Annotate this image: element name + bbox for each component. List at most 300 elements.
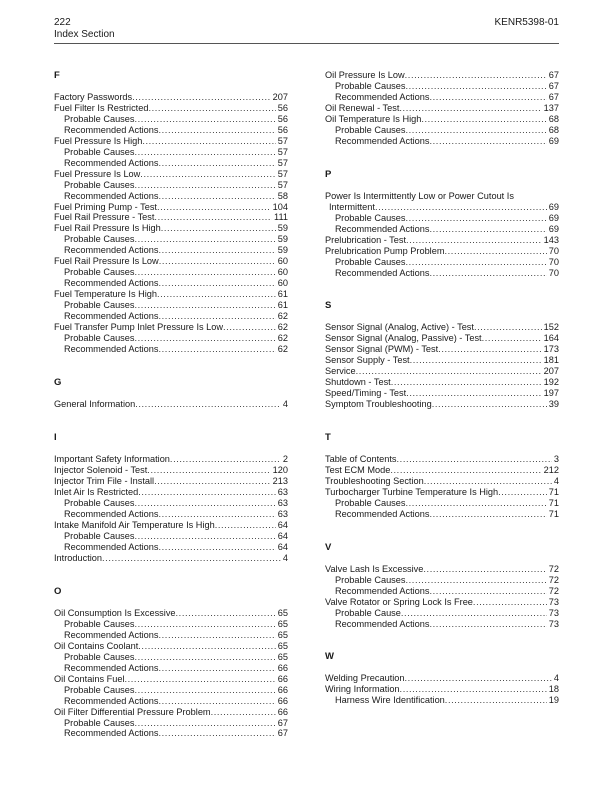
index-entry[interactable]	[325, 465, 559, 476]
index-entry[interactable]	[325, 476, 559, 487]
entry-label: Introduction	[54, 553, 103, 563]
entry-label: Prelubrication Pump Problem	[325, 246, 445, 256]
entry-page-number: 62	[277, 333, 288, 343]
dot-leader	[134, 498, 275, 509]
index-entry[interactable]	[54, 136, 288, 147]
entry-label: Recommended Actions	[64, 278, 159, 288]
entry-label: Valve Lash Is Excessive	[325, 564, 424, 574]
entry-page-number: 71	[548, 509, 559, 519]
index-entry[interactable]	[54, 674, 288, 685]
index-subentry[interactable]	[335, 575, 559, 586]
dot-leader	[142, 136, 275, 147]
document-id: KENR5398-01	[494, 17, 559, 28]
entry-label: Sensor Supply - Test	[325, 355, 410, 365]
entry-page-number: 61	[277, 289, 288, 299]
index-entry[interactable]	[325, 366, 559, 377]
entry-label: Symptom Troubleshooting	[325, 399, 432, 409]
entry-page-number: 60	[277, 267, 288, 277]
index-entry[interactable]	[54, 169, 288, 180]
entry-label: Probable Causes	[64, 531, 135, 541]
dot-leader	[405, 673, 552, 684]
entry-page-number: 39	[548, 399, 559, 409]
section-letter-s: S	[325, 300, 332, 311]
index-subentry[interactable]	[64, 245, 288, 256]
entry-label: Recommended Actions	[64, 344, 159, 354]
index-subentry[interactable]	[64, 728, 288, 739]
entry-page-number: 69	[548, 202, 559, 212]
dot-leader	[157, 289, 276, 300]
entry-label: Recommended Actions	[64, 542, 159, 552]
section-letter-w: W	[325, 651, 334, 662]
dot-leader	[154, 212, 272, 223]
entry-page-number: 60	[277, 278, 288, 288]
entry-page-number: 72	[548, 564, 559, 574]
entry-label: Recommended Actions	[64, 125, 159, 135]
entry-label: Sensor Signal (Analog, Passive) - Test	[325, 333, 482, 343]
index-subentry[interactable]	[64, 333, 288, 344]
entry-label: Table of Contents	[325, 454, 397, 464]
entry-page-number: 73	[548, 608, 559, 618]
index-entry[interactable]	[54, 553, 288, 564]
entry-label: Recommended Actions	[64, 245, 159, 255]
page-number: 222	[54, 17, 71, 28]
entry-label: Intake Manifold Air Temperature Is High	[54, 520, 215, 530]
dot-leader	[445, 246, 547, 257]
entry-label: Valve Rotator or Spring Lock Is Free	[325, 597, 473, 607]
index-subentry[interactable]	[335, 619, 559, 630]
entry-label: Injector Trim File - Install	[54, 476, 155, 486]
index-subentry[interactable]	[64, 158, 288, 169]
dot-leader	[158, 728, 275, 739]
entry-page-number: 58	[277, 191, 288, 201]
entry-page-number: 4	[553, 673, 559, 683]
dot-leader	[223, 322, 276, 333]
index-entry[interactable]	[325, 103, 559, 114]
index-entry[interactable]	[325, 388, 559, 399]
index-entry[interactable]	[54, 520, 288, 531]
index-entry[interactable]	[54, 256, 288, 267]
dot-leader	[429, 268, 546, 279]
entry-label: Oil Pressure Is Low	[325, 70, 405, 80]
index-subentry[interactable]	[335, 586, 559, 597]
entry-label: Prelubrication - Test	[325, 235, 407, 245]
dot-leader	[406, 235, 542, 246]
index-subentry[interactable]	[64, 125, 288, 136]
dot-leader	[154, 476, 271, 487]
entry-label: Recommended Actions	[335, 92, 430, 102]
index-subentry[interactable]	[64, 267, 288, 278]
entry-page-number: 67	[548, 70, 559, 80]
entry-label: Oil Contains Fuel	[54, 674, 125, 684]
section-letter-t: T	[325, 432, 331, 443]
section-letter-f: F	[54, 70, 60, 81]
entry-label: Probable Causes	[64, 300, 135, 310]
dot-leader	[158, 191, 275, 202]
entry-page-number: 57	[277, 147, 288, 157]
entry-label: Probable Causes	[64, 685, 135, 695]
section-letter-v: V	[325, 542, 332, 553]
entry-label: Probable Causes	[64, 180, 135, 190]
entry-label: Probable Causes	[64, 498, 135, 508]
index-entry[interactable]	[325, 684, 559, 695]
entry-page-number: 66	[277, 707, 288, 717]
entry-label: Inlet Air Is Restricted	[54, 487, 139, 497]
dot-leader	[134, 147, 275, 158]
index-subentry[interactable]	[335, 213, 559, 224]
dot-leader	[405, 498, 546, 509]
dot-leader	[429, 224, 546, 235]
dot-leader	[215, 520, 276, 531]
dot-leader	[356, 366, 542, 377]
dot-leader	[170, 454, 281, 465]
entry-label: Probable Causes	[64, 147, 135, 157]
entry-label: Recommended Actions	[64, 191, 159, 201]
dot-leader	[134, 267, 275, 278]
dot-leader	[158, 344, 275, 355]
index-subentry[interactable]	[64, 147, 288, 158]
entry-page-number: 69	[548, 213, 559, 223]
entry-page-number: 67	[277, 718, 288, 728]
entry-page-number: 69	[548, 224, 559, 234]
index-entry[interactable]	[54, 641, 288, 652]
index-subentry[interactable]	[64, 630, 288, 641]
index-entry[interactable]	[325, 322, 559, 333]
index-entry[interactable]	[325, 333, 559, 344]
entry-label: Probable Causes	[335, 498, 406, 508]
index-entry[interactable]	[325, 246, 559, 257]
entry-label: Probable Causes	[64, 619, 135, 629]
index-entry[interactable]	[54, 322, 288, 333]
entry-page-number: 62	[277, 311, 288, 321]
entry-page-number: 152	[543, 322, 559, 332]
dot-leader	[429, 586, 546, 597]
index-subentry[interactable]	[335, 268, 559, 279]
entry-page-number: 63	[277, 498, 288, 508]
index-entry[interactable]	[54, 399, 288, 410]
dot-leader	[405, 125, 546, 136]
entry-label: Recommended Actions	[335, 224, 430, 234]
entry-label: Test ECM Mode	[325, 465, 391, 475]
dot-leader	[134, 300, 275, 311]
index-subentry[interactable]	[335, 136, 559, 147]
dot-leader	[405, 257, 546, 268]
dot-leader	[423, 564, 546, 575]
entry-page-number: 72	[548, 575, 559, 585]
dot-leader	[432, 399, 547, 410]
entry-label: Fuel Pressure Is Low	[54, 169, 141, 179]
index-subentry[interactable]	[335, 608, 559, 619]
section-letter-i: I	[54, 432, 57, 443]
dot-leader	[400, 684, 547, 695]
entry-page-number: 4	[282, 399, 288, 409]
dot-leader	[410, 355, 542, 366]
entry-label: Recommended Actions	[335, 268, 430, 278]
index-subentry[interactable]	[64, 311, 288, 322]
entry-page-number: 70	[548, 246, 559, 256]
entry-page-number: 66	[277, 663, 288, 673]
index-subentry[interactable]	[335, 498, 559, 509]
index-subentry[interactable]	[64, 663, 288, 674]
dot-leader	[399, 103, 541, 114]
index-entry[interactable]	[54, 223, 288, 234]
section-title: Index Section	[54, 29, 115, 40]
entry-label: Probable Causes	[64, 718, 135, 728]
dot-leader	[375, 202, 547, 213]
index-entry[interactable]	[325, 114, 559, 125]
entry-label: Probable Causes	[335, 257, 406, 267]
index-subentry[interactable]	[335, 257, 559, 268]
index-subentry[interactable]	[64, 114, 288, 125]
index-subentry[interactable]	[64, 498, 288, 509]
entry-page-number: 65	[277, 608, 288, 618]
entry-page-number: 65	[277, 630, 288, 640]
index-entry[interactable]	[54, 212, 288, 223]
entry-page-number: 73	[548, 619, 559, 629]
index-entry[interactable]	[325, 597, 559, 608]
dot-leader	[140, 169, 275, 180]
entry-page-number: 56	[277, 125, 288, 135]
entry-label: Recommended Actions	[335, 136, 430, 146]
entry-page-number: 66	[277, 696, 288, 706]
index-subentry[interactable]	[335, 695, 559, 706]
entry-page-number: 70	[548, 268, 559, 278]
index-entry[interactable]	[325, 564, 559, 575]
dot-leader	[134, 180, 275, 191]
entry-page-number: 56	[277, 103, 288, 113]
entry-page-number: 173	[543, 344, 559, 354]
section-letter-g: G	[54, 377, 62, 388]
entry-page-number: 67	[548, 81, 559, 91]
dot-leader	[138, 487, 276, 498]
index-subentry[interactable]	[335, 224, 559, 235]
dot-leader	[134, 685, 275, 696]
entry-label: Recommended Actions	[335, 586, 430, 596]
entry-label: Probable Causes	[335, 575, 406, 585]
index-entry-wrapped-line[interactable]: Power Is Intermittently Low or Power Cutout Is	[325, 191, 514, 201]
dot-leader	[405, 70, 547, 81]
index-entry[interactable]	[325, 399, 559, 410]
entry-label: Probable Causes	[64, 114, 135, 124]
entry-page-number: 137	[543, 103, 559, 113]
entry-page-number: 71	[548, 487, 559, 497]
dot-leader	[147, 465, 270, 476]
index-entry[interactable]	[325, 673, 559, 684]
entry-page-number: 143	[543, 235, 559, 245]
entry-page-number: 72	[548, 586, 559, 596]
index-subentry[interactable]	[64, 509, 288, 520]
entry-label: Injector Solenoid - Test	[54, 465, 148, 475]
dot-leader	[401, 608, 547, 619]
entry-page-number: 57	[277, 158, 288, 168]
dot-leader	[158, 509, 275, 520]
entry-page-number: 207	[543, 366, 559, 376]
dot-leader	[134, 234, 275, 245]
entry-label: Oil Consumption Is Excessive	[54, 608, 176, 618]
dot-leader	[473, 597, 547, 608]
index-subentry[interactable]	[64, 685, 288, 696]
entry-label: Fuel Rail Pressure - Test	[54, 212, 155, 222]
entry-label: Recommended Actions	[335, 619, 430, 629]
entry-page-number: 60	[277, 256, 288, 266]
dot-leader	[138, 641, 276, 652]
entry-page-number: 192	[543, 377, 559, 387]
entry-page-number: 181	[543, 355, 559, 365]
dot-leader	[438, 344, 541, 355]
entry-page-number: 68	[548, 114, 559, 124]
index-subentry[interactable]	[64, 344, 288, 355]
index-entry[interactable]	[329, 202, 559, 213]
index-subentry[interactable]	[64, 191, 288, 202]
entry-label: Recommended Actions	[64, 630, 159, 640]
index-entry[interactable]	[54, 92, 288, 103]
entry-label: Probable Cause	[335, 608, 401, 618]
entry-label: Factory Passwords	[54, 92, 133, 102]
entry-page-number: 65	[277, 619, 288, 629]
index-subentry[interactable]	[64, 278, 288, 289]
index-subentry[interactable]	[335, 81, 559, 92]
index-subentry[interactable]	[64, 619, 288, 630]
index-entry[interactable]	[54, 608, 288, 619]
entry-page-number: 73	[548, 597, 559, 607]
index-subentry[interactable]	[335, 509, 559, 520]
entry-label: Probable Causes	[335, 213, 406, 223]
index-entry[interactable]	[325, 487, 559, 498]
entry-label: Probable Causes	[64, 652, 135, 662]
entry-label: Probable Causes	[64, 267, 135, 277]
entry-page-number: 62	[277, 322, 288, 332]
dot-leader	[135, 399, 281, 410]
entry-page-number: 164	[543, 333, 559, 343]
entry-page-number: 63	[277, 487, 288, 497]
entry-page-number: 69	[548, 136, 559, 146]
entry-label: Oil Filter Differential Pressure Problem	[54, 707, 211, 717]
page-header-left	[54, 17, 115, 41]
index-entry[interactable]	[325, 70, 559, 81]
dot-leader	[421, 114, 546, 125]
entry-page-number: 70	[548, 257, 559, 267]
dot-leader	[498, 487, 547, 498]
entry-page-number: 68	[548, 125, 559, 135]
dot-leader	[148, 103, 275, 114]
entry-page-number: 67	[548, 92, 559, 102]
dot-leader	[391, 377, 542, 388]
entry-label: Probable Causes	[64, 234, 135, 244]
entry-page-number: 57	[277, 136, 288, 146]
index-subentry[interactable]	[64, 300, 288, 311]
entry-page-number: 62	[277, 344, 288, 354]
entry-page-number: 66	[277, 674, 288, 684]
entry-label: Probable Causes	[335, 81, 406, 91]
dot-leader	[134, 619, 275, 630]
index-subentry[interactable]	[64, 696, 288, 707]
entry-label: Fuel Filter Is Restricted	[54, 103, 149, 113]
dot-leader	[158, 278, 275, 289]
index-entry[interactable]	[54, 289, 288, 300]
dot-leader	[159, 256, 276, 267]
index-entry[interactable]	[54, 465, 288, 476]
index-entry[interactable]	[54, 103, 288, 114]
dot-leader	[429, 509, 546, 520]
entry-label: Recommended Actions	[64, 509, 159, 519]
index-entry[interactable]	[325, 344, 559, 355]
entry-page-number: 59	[277, 234, 288, 244]
index-subentry[interactable]	[64, 542, 288, 553]
entry-page-number: 66	[277, 685, 288, 695]
index-entry[interactable]	[325, 454, 559, 465]
entry-page-number: 65	[277, 652, 288, 662]
dot-leader	[474, 322, 542, 333]
dot-leader	[424, 476, 552, 487]
entry-page-number: 59	[277, 223, 288, 233]
entry-page-number: 4	[553, 476, 559, 486]
dot-leader	[405, 575, 546, 586]
entry-page-number: 18	[548, 684, 559, 694]
entry-label: Turbocharger Turbine Temperature Is High	[325, 487, 499, 497]
entry-label: Speed/Timing - Test	[325, 388, 407, 398]
dot-leader	[134, 652, 275, 663]
entry-page-number: 3	[553, 454, 559, 464]
entry-label: Welding Precaution	[325, 673, 405, 683]
entry-page-number: 213	[272, 476, 288, 486]
entry-label: Recommended Actions	[64, 663, 159, 673]
entry-label: Troubleshooting Section	[325, 476, 424, 486]
index-subentry[interactable]	[64, 234, 288, 245]
dot-leader	[211, 707, 276, 718]
dot-leader	[482, 333, 542, 344]
index-entry[interactable]	[54, 487, 288, 498]
index-entry[interactable]	[325, 355, 559, 366]
entry-label: General Information	[54, 399, 136, 409]
dot-leader	[429, 136, 546, 147]
dot-leader	[134, 114, 275, 125]
index-subentry[interactable]	[64, 652, 288, 663]
dot-leader	[158, 542, 275, 553]
entry-page-number: 71	[548, 498, 559, 508]
entry-label: Probable Causes	[64, 333, 135, 343]
entry-label: Sensor Signal (PWM) - Test	[325, 344, 439, 354]
entry-label: Service	[325, 366, 356, 376]
dot-leader	[390, 465, 541, 476]
entry-label: Harness Wire Identification	[335, 695, 445, 705]
index-entry[interactable]	[54, 454, 288, 465]
entry-page-number: 4	[282, 553, 288, 563]
entry-label: Important Safety Information	[54, 454, 170, 464]
index-entry[interactable]	[54, 476, 288, 487]
index-entry[interactable]	[54, 707, 288, 718]
index-subentry[interactable]	[335, 92, 559, 103]
entry-label: Recommended Actions	[64, 311, 159, 321]
index-entry[interactable]	[325, 235, 559, 246]
entry-label: Recommended Actions	[335, 509, 430, 519]
dot-leader	[158, 245, 275, 256]
entry-page-number: 104	[272, 202, 288, 212]
entry-page-number: 61	[277, 300, 288, 310]
entry-page-number: 197	[543, 388, 559, 398]
entry-label: Probable Causes	[335, 125, 406, 135]
dot-leader	[132, 92, 271, 103]
dot-leader	[176, 608, 276, 619]
section-letter-o: O	[54, 586, 62, 597]
index-subentry[interactable]	[64, 180, 288, 191]
dot-leader	[405, 213, 546, 224]
entry-page-number: 2	[282, 454, 288, 464]
entry-page-number: 212	[543, 465, 559, 475]
entry-page-number: 111	[274, 212, 288, 222]
index-subentry[interactable]	[64, 531, 288, 542]
index-entry[interactable]	[325, 377, 559, 388]
index-subentry[interactable]	[335, 125, 559, 136]
header-divider	[54, 43, 559, 44]
